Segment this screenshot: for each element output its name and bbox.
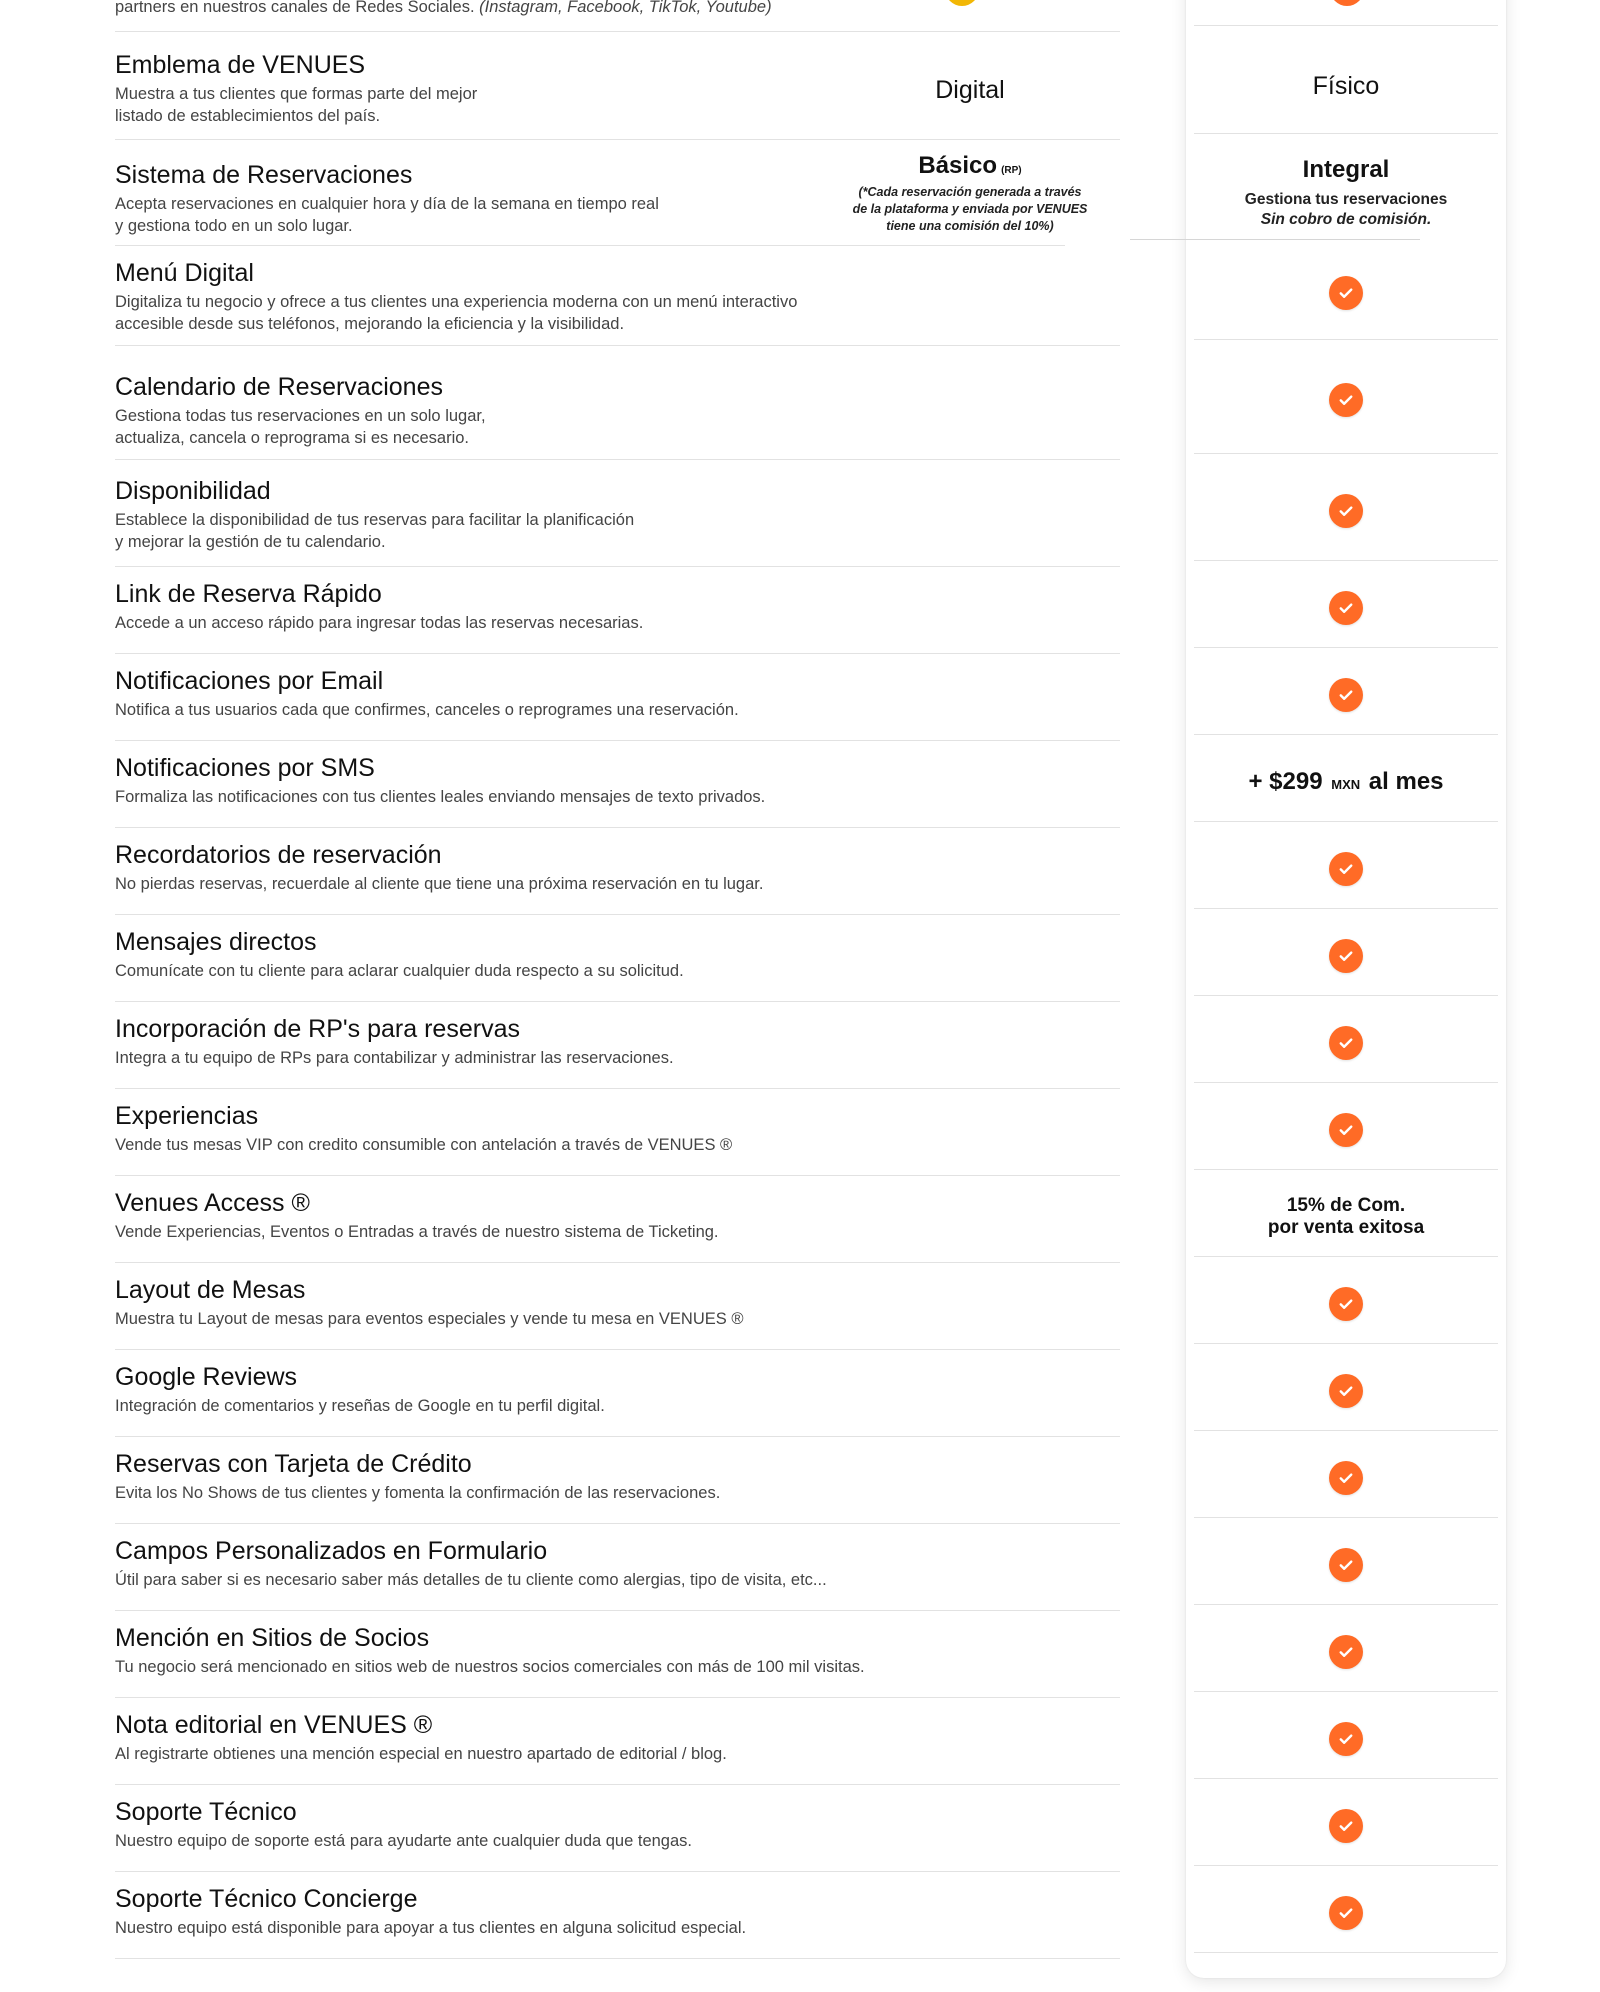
feature-desc: Tu negocio será mencionado en sitios web de nuestros socios comerciales con más de 100 mil visitas. xyxy=(115,1658,865,1676)
emblem-row xyxy=(0,32,1600,140)
check-circle-icon xyxy=(1329,1809,1363,1843)
feature-title: Disponibilidad xyxy=(115,477,271,505)
feature-desc: Evita los No Shows de tus clientes y fomenta la confirmación de las reservaciones. xyxy=(115,1484,721,1502)
feature-info xyxy=(115,1014,674,1069)
feature-title: Google Reviews xyxy=(115,1363,298,1391)
row-divider xyxy=(1194,995,1498,996)
feature-info xyxy=(115,1188,719,1243)
check-circle-icon xyxy=(1329,939,1363,973)
feature-info xyxy=(115,1797,692,1852)
check-circle-icon xyxy=(1329,1635,1363,1669)
partial-check-icon xyxy=(945,0,979,6)
feature-row xyxy=(0,346,1600,460)
feature-row xyxy=(0,654,1600,741)
feature-title: Layout de Mesas xyxy=(115,1276,306,1304)
feature-info xyxy=(115,160,659,237)
feature-row xyxy=(0,1002,1600,1089)
check-circle-icon xyxy=(1329,591,1363,625)
row-divider xyxy=(1194,1865,1498,1866)
check-circle-icon xyxy=(1329,1461,1363,1495)
row-divider xyxy=(1194,1691,1498,1692)
feature-row xyxy=(0,460,1600,567)
feature-row xyxy=(0,246,1600,346)
check-circle-icon xyxy=(1329,1287,1363,1321)
feature-info xyxy=(115,476,634,553)
top-partial-desc-text: partners en nuestros canales de Redes Sociales. xyxy=(115,0,475,16)
plan-cell xyxy=(1194,140,1498,246)
integral-plan-block xyxy=(1245,156,1447,230)
feature-row xyxy=(0,1089,1600,1176)
feature-info xyxy=(115,372,486,449)
feature-desc: Integración de comentarios y reseñas de Google en tu perfil digital. xyxy=(115,1397,605,1415)
feature-row xyxy=(0,1263,1600,1350)
feature-info xyxy=(115,1884,746,1939)
basic-plan-block xyxy=(830,152,1110,235)
plan-cell xyxy=(1194,567,1498,648)
top-partial-desc xyxy=(115,0,772,17)
digital-label: Digital xyxy=(935,76,1005,104)
basic-plan-title xyxy=(830,152,1110,180)
feature-title: Sistema de Reservaciones xyxy=(115,161,413,189)
row-divider xyxy=(1194,1517,1498,1518)
feature-desc: Nuestro equipo está disponible para apoyar a tus clientes en alguna solicitud especial. xyxy=(115,1919,747,1937)
feature-row xyxy=(0,1611,1600,1698)
feature-title: Experiencias xyxy=(115,1102,259,1130)
row-divider xyxy=(1194,1604,1498,1605)
row-divider xyxy=(1194,647,1498,648)
plan-cell xyxy=(1194,915,1498,996)
feature-info xyxy=(115,1623,865,1678)
feature-title: Notificaciones por SMS xyxy=(115,754,375,782)
basic-plan-note: (*Cada reservación generada a través de la plataforma y enviada por VENUES tiene una comisión del 10%) xyxy=(852,185,1088,233)
feature-title: Mensajes directos xyxy=(115,928,317,956)
feature-title: Mención en Sitios de Socios xyxy=(115,1624,430,1652)
feature-info xyxy=(115,927,684,982)
integral-plan-note: Sin cobro de comisión. xyxy=(1260,211,1432,228)
plan-cell xyxy=(1194,741,1498,822)
feature-title: Incorporación de RP's para reservas xyxy=(115,1015,520,1043)
feature-title: Campos Personalizados en Formulario xyxy=(115,1537,548,1565)
row-divider xyxy=(1194,1343,1498,1344)
basic-plan-label: Básico xyxy=(918,152,998,179)
feature-info xyxy=(115,1362,605,1417)
row-divider xyxy=(1194,25,1498,26)
check-circle-icon xyxy=(1329,678,1363,712)
plan-cell xyxy=(1194,1437,1498,1518)
feature-row xyxy=(0,567,1600,654)
feature-title: Menú Digital xyxy=(115,259,254,287)
feature-desc: Digitaliza tu negocio y ofrece a tus clientes una experiencia moderna con un menú interactivo accesible desde sus teléfonos, mejorando la eficiencia y la visibilidad. xyxy=(115,293,798,333)
price-currency: MXN xyxy=(1331,776,1361,792)
feature-info xyxy=(115,1101,732,1156)
plan-cell xyxy=(1194,1350,1498,1431)
top-partial-row xyxy=(0,0,1600,32)
physical-label: Físico xyxy=(1312,71,1380,100)
feature-desc: Gestiona todas tus reservaciones en un solo lugar, actualiza, cancela o reprograma si es necesario. xyxy=(115,407,486,447)
feature-row xyxy=(0,915,1600,1002)
feature-info xyxy=(115,753,765,808)
plan-cell xyxy=(1194,1263,1498,1344)
row-divider xyxy=(1194,734,1498,735)
feature-info xyxy=(115,579,643,634)
feature-row xyxy=(0,828,1600,915)
plan-cell xyxy=(1194,1002,1498,1083)
partial-check-icon xyxy=(1330,0,1364,6)
integral-plan-sub: Gestiona tus reservaciones xyxy=(1244,191,1448,208)
row-divider xyxy=(115,1958,1120,1959)
check-circle-icon xyxy=(1329,1548,1363,1582)
feature-desc: Notifica a tus usuarios cada que confirmes, canceles o reprogrames una reservación. xyxy=(115,701,739,719)
feature-row xyxy=(0,1176,1600,1263)
check-circle-icon xyxy=(1329,1026,1363,1060)
row-divider xyxy=(1194,1952,1498,1953)
row-divider xyxy=(1194,453,1498,454)
row-divider xyxy=(1194,339,1498,340)
feature-info xyxy=(115,1275,744,1330)
feature-desc: No pierdas reservas, recuerdale al cliente que tiene una próxima reservación en tu lugar. xyxy=(115,875,764,893)
plan-cell xyxy=(1194,246,1498,340)
feature-title: Calendario de Reservaciones xyxy=(115,373,443,401)
row-divider xyxy=(1194,1169,1498,1170)
feature-title: Reservas con Tarjeta de Crédito xyxy=(115,1450,472,1478)
feature-desc: Integra a tu equipo de RPs para contabilizar y administrar las reservaciones. xyxy=(115,1049,674,1067)
plan-cell xyxy=(1194,654,1498,735)
plan-cell xyxy=(1194,1524,1498,1605)
feature-row xyxy=(0,1350,1600,1437)
feature-row xyxy=(0,1872,1600,1959)
check-circle-icon xyxy=(1329,383,1363,417)
row-divider xyxy=(1130,239,1420,240)
feature-desc: Al registrarte obtienes una mención especial en nuestro apartado de editorial / blog. xyxy=(115,1745,727,1763)
check-circle-icon xyxy=(1329,1722,1363,1756)
basic-plan-tag: (RP) xyxy=(1001,165,1022,176)
reservations-system-row xyxy=(0,140,1600,246)
feature-title: Nota editorial en VENUES ® xyxy=(115,1711,433,1739)
feature-desc: Acepta reservaciones en cualquier hora y día de la semana en tiempo real y gestiona todo en un solo lugar. xyxy=(115,195,659,235)
plan-cell xyxy=(1194,32,1498,140)
integral-plan-title: Integral xyxy=(1302,156,1390,183)
feature-row xyxy=(0,741,1600,828)
feature-desc: Vende tus mesas VIP con credito consumible con antelación a través de VENUES ® xyxy=(115,1136,733,1154)
plan-cell xyxy=(1194,1089,1498,1170)
check-circle-icon xyxy=(1329,1896,1363,1930)
price-period: al mes xyxy=(1368,767,1444,795)
plan-cell xyxy=(1194,1785,1498,1866)
check-circle-icon xyxy=(1329,494,1363,528)
commission-label: 15% de Com. por venta exitosa xyxy=(1267,1194,1425,1238)
row-divider xyxy=(1194,1082,1498,1083)
check-circle-icon xyxy=(1329,852,1363,886)
feature-desc: Útil para saber si es necesario saber más detalles de tu cliente como alergias, tipo de visita, etc... xyxy=(115,1571,827,1589)
row-divider xyxy=(1194,908,1498,909)
check-circle-icon xyxy=(1329,1374,1363,1408)
row-divider xyxy=(1194,1778,1498,1779)
feature-title: Venues Access ® xyxy=(115,1189,310,1217)
plan-cell xyxy=(1194,1698,1498,1779)
feature-desc: Muestra a tus clientes que formas parte del mejor listado de establecimientos del país. xyxy=(115,85,478,125)
plan-cell xyxy=(1194,1611,1498,1692)
price-amount: + $299 xyxy=(1248,767,1323,795)
plan-cell xyxy=(1194,828,1498,909)
row-divider xyxy=(1194,133,1498,134)
price-label xyxy=(1248,768,1443,796)
feature-title: Notificaciones por Email xyxy=(115,667,384,695)
feature-info xyxy=(115,1710,727,1765)
feature-desc: Nuestro equipo de soporte está para ayudarte ante cualquier duda que tengas. xyxy=(115,1832,692,1850)
feature-desc: Formaliza las notificaciones con tus clientes leales enviando mensajes de texto privados. xyxy=(115,788,766,806)
feature-title: Link de Reserva Rápido xyxy=(115,580,382,608)
plan-cell xyxy=(1194,460,1498,561)
check-circle-icon xyxy=(1329,1113,1363,1147)
feature-info xyxy=(115,258,797,335)
feature-info xyxy=(115,666,739,721)
feature-title: Recordatorios de reservación xyxy=(115,841,442,869)
feature-row xyxy=(0,1437,1600,1524)
feature-desc: Vende Experiencias, Eventos o Entradas a través de nuestro sistema de Ticketing. xyxy=(115,1223,719,1241)
plan-cell xyxy=(1194,1872,1498,1953)
feature-desc: Accede a un acceso rápido para ingresar todas las reservas necesarias. xyxy=(115,614,644,632)
feature-info xyxy=(115,1536,827,1591)
feature-desc: Establece la disponibilidad de tus reservas para facilitar la planificación y mejorar la gestión de tu calendario. xyxy=(115,511,635,551)
feature-title: Emblema de VENUES xyxy=(115,51,366,79)
plan-cell xyxy=(1194,346,1498,454)
feature-row xyxy=(0,1785,1600,1872)
feature-desc: Comunícate con tu cliente para aclarar cualquier duda respecto a su solicitud. xyxy=(115,962,684,980)
top-partial-desc-italic: (Instagram, Facebook, TikTok, Youtube) xyxy=(479,0,772,16)
feature-desc: Muestra tu Layout de mesas para eventos especiales y vende tu mesa en VENUES ® xyxy=(115,1310,744,1328)
feature-title: Soporte Técnico Concierge xyxy=(115,1885,418,1913)
check-circle-icon xyxy=(1329,276,1363,310)
feature-title: Soporte Técnico xyxy=(115,1798,297,1826)
feature-info xyxy=(115,840,763,895)
feature-info xyxy=(115,1449,720,1504)
row-divider xyxy=(1194,560,1498,561)
feature-row xyxy=(0,1524,1600,1611)
feature-info xyxy=(115,50,477,127)
row-divider xyxy=(1194,1256,1498,1257)
feature-row xyxy=(0,1698,1600,1785)
plan-cell xyxy=(1194,1176,1498,1257)
row-divider xyxy=(1194,1430,1498,1431)
row-divider xyxy=(1194,821,1498,822)
